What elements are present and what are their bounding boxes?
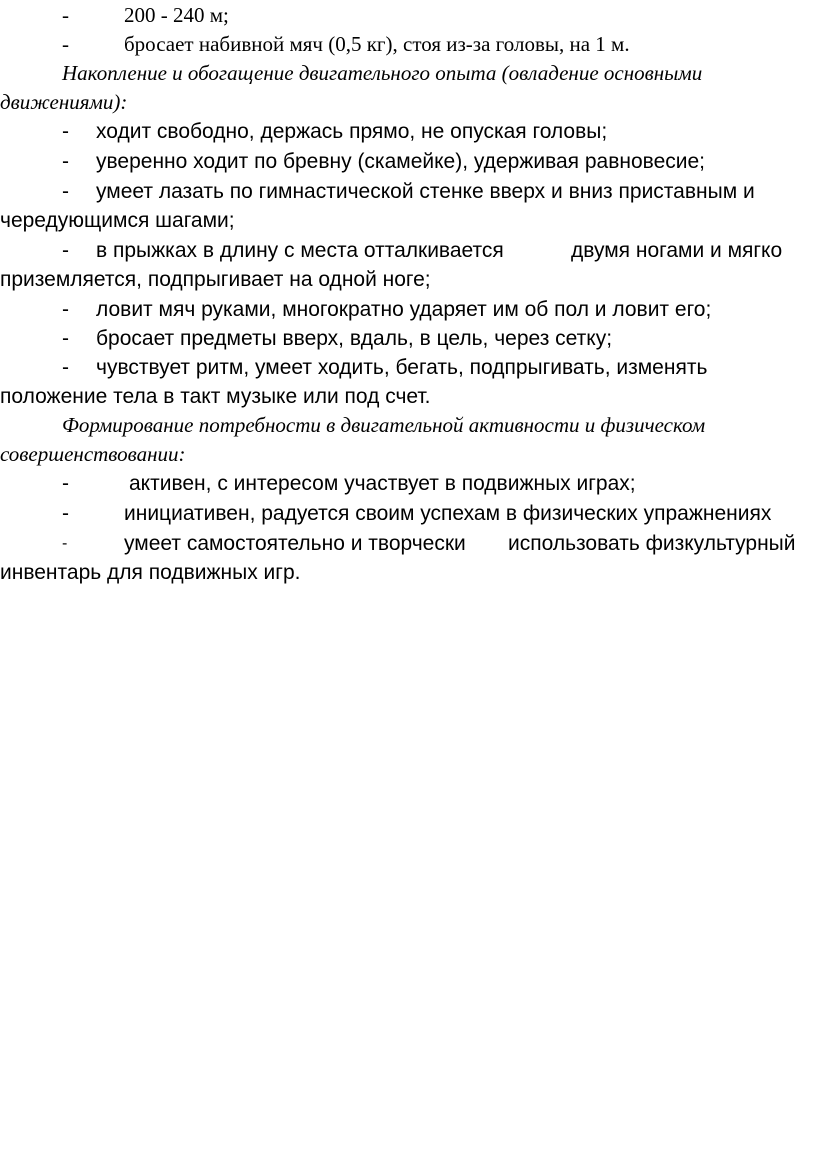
list-bullet: -	[62, 150, 69, 173]
list-item-text: бросает набивной мяч (0,5 кг), стоя из-за головы, на 1 м.	[124, 32, 630, 56]
list-bullet: -	[62, 356, 69, 379]
heading-line: движениями):	[0, 90, 128, 114]
list-item-continuation: положение тела в такт музыке или под счет.	[0, 385, 431, 408]
heading-line: совершенствовании:	[0, 442, 186, 466]
list-item-text: инициативен, радуется своим успехам в физических упражнениях	[124, 502, 772, 525]
list-bullet: -	[62, 535, 68, 552]
list-item-text: умеет самостоятельно и творчески	[124, 532, 466, 555]
list-item-continuation: чередующимся шагами;	[0, 209, 235, 232]
list-bullet: -	[62, 180, 69, 203]
list-bullet: -	[62, 472, 69, 495]
list-bullet: -	[62, 298, 69, 321]
list-item-text: умеет лазать по гимнастической стенке вверх и вниз приставным и	[96, 180, 755, 203]
list-item-continuation: инвентарь для подвижных игр.	[0, 561, 301, 584]
list-item-text: чувствует ритм, умеет ходить, бегать, подпрыгивать, изменять	[96, 356, 708, 379]
list-bullet: -	[62, 3, 69, 27]
list-bullet: -	[62, 327, 69, 350]
list-item-text: в прыжках в длину с места отталкивается	[96, 239, 504, 262]
list-item-text: бросает предметы вверх, вдаль, в цель, через сетку;	[96, 327, 613, 350]
list-item-text: 200 - 240 м;	[124, 3, 229, 27]
list-item-text: использовать физкультурный	[508, 532, 796, 555]
list-item-text: ходит свободно, держась прямо, не опуская головы;	[96, 120, 608, 143]
heading-line: Накопление и обогащение двигательного опыта (овладение основными	[62, 61, 703, 85]
list-item-text: активен, с интересом участвует в подвижных играх;	[129, 472, 636, 495]
list-bullet: -	[62, 32, 69, 56]
list-bullet: -	[62, 239, 69, 262]
list-item-text: двумя ногами и мягко	[571, 239, 783, 262]
list-item-text: уверенно ходит по бревну (скамейке), удерживая равновесие;	[96, 150, 706, 173]
list-bullet: -	[62, 120, 69, 143]
heading-line: Формирование потребности в двигательной активности и физическом	[62, 413, 706, 437]
list-item-text: ловит мяч руками, многократно ударяет им об пол и ловит его;	[96, 298, 712, 321]
list-bullet: -	[62, 502, 69, 525]
list-item-continuation: приземляется, подпрыгивает на одной ноге;	[0, 268, 431, 291]
